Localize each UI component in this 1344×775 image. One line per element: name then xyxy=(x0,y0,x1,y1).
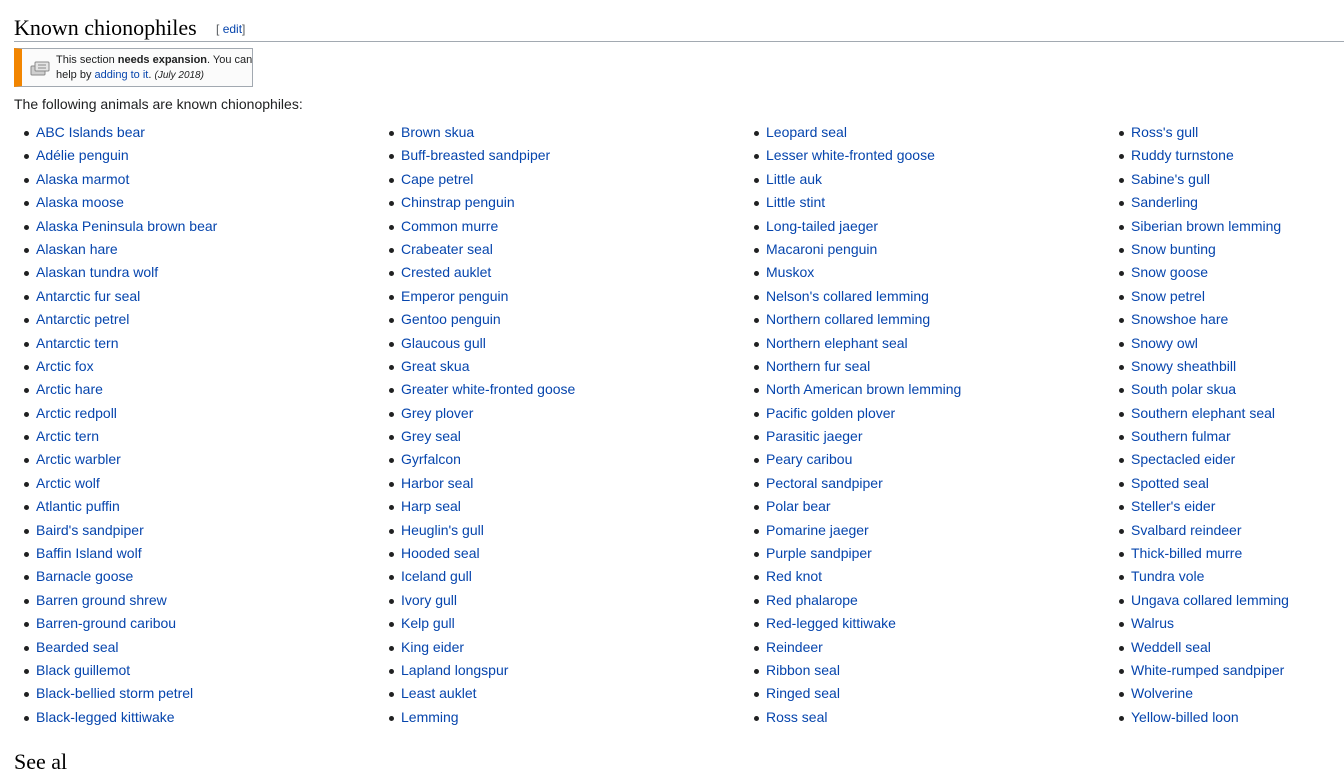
animal-link[interactable]: Emperor penguin xyxy=(401,287,509,304)
animal-list-column-4 xyxy=(1109,121,1289,729)
list-item xyxy=(379,402,575,425)
list-item xyxy=(379,495,575,518)
animal-link[interactable]: Chinstrap penguin xyxy=(401,194,515,211)
edit-section-link[interactable]: [ edit] xyxy=(216,22,246,36)
animal-link[interactable]: Lapland longspur xyxy=(401,661,509,678)
animal-link[interactable]: Adélie penguin xyxy=(36,147,129,164)
list-item xyxy=(14,542,217,565)
animal-link[interactable]: Heuglin's gull xyxy=(401,521,484,538)
list-item xyxy=(379,168,575,191)
list-item xyxy=(744,682,961,705)
list-item xyxy=(379,215,575,238)
animal-link[interactable]: Steller's eider xyxy=(1131,498,1216,515)
list-item xyxy=(1109,332,1289,355)
list-item xyxy=(1109,308,1289,331)
list-item xyxy=(744,565,961,588)
list-item xyxy=(1109,448,1289,471)
list-item xyxy=(744,495,961,518)
animal-link[interactable]: Arctic fox xyxy=(36,357,94,374)
list-item xyxy=(744,121,961,144)
list-item xyxy=(1109,565,1289,588)
list-item xyxy=(744,261,961,284)
animal-link[interactable]: Arctic tern xyxy=(36,428,100,445)
animal-link[interactable]: Northern collared lemming xyxy=(766,311,931,328)
animal-link[interactable]: Brown skua xyxy=(401,124,475,140)
animal-list-column-3 xyxy=(744,121,961,729)
animal-link[interactable]: Alaskan hare xyxy=(36,240,118,257)
animal-link[interactable]: Common murre xyxy=(401,217,499,234)
animal-link[interactable]: Spectacled eider xyxy=(1131,451,1236,468)
animal-link[interactable]: Snow bunting xyxy=(1131,240,1216,257)
animal-link[interactable]: Grey plover xyxy=(401,404,474,421)
list-item xyxy=(1109,519,1289,542)
animal-link[interactable]: Harbor seal xyxy=(401,474,474,491)
animal-link[interactable]: Baird's sandpiper xyxy=(36,521,144,538)
animal-link[interactable]: Black-legged kittiwake xyxy=(36,708,175,725)
animal-link[interactable]: Spotted seal xyxy=(1131,474,1209,491)
list-item xyxy=(379,659,575,682)
list-item xyxy=(14,285,217,308)
animal-link[interactable]: Northern elephant seal xyxy=(766,334,908,351)
list-item xyxy=(14,378,217,401)
animal-link[interactable]: South polar skua xyxy=(1131,381,1237,398)
animal-link[interactable]: Harp seal xyxy=(401,498,461,515)
list-item xyxy=(379,589,575,612)
list-item xyxy=(379,121,575,144)
animal-link[interactable]: Antarctic fur seal xyxy=(36,287,141,304)
next-section-heading: See al xyxy=(14,749,68,774)
list-item xyxy=(14,659,217,682)
list-item xyxy=(744,285,961,308)
list-item xyxy=(744,448,961,471)
animal-link[interactable]: Snow petrel xyxy=(1131,287,1205,304)
list-item xyxy=(1109,402,1289,425)
animal-link[interactable]: Hooded seal xyxy=(401,545,480,562)
list-item xyxy=(14,495,217,518)
animal-link[interactable]: North American brown lemming xyxy=(766,381,962,398)
list-item xyxy=(744,425,961,448)
animal-link[interactable]: Weddell seal xyxy=(1131,638,1211,655)
list-item xyxy=(14,238,217,261)
list-item xyxy=(379,308,575,331)
animal-link[interactable]: Arctic hare xyxy=(36,381,103,398)
animal-link[interactable]: Snowy owl xyxy=(1131,334,1198,351)
list-item xyxy=(1109,238,1289,261)
list-item xyxy=(744,191,961,214)
list-item xyxy=(14,612,217,635)
list-item xyxy=(14,261,217,284)
animal-link[interactable]: Kelp gull xyxy=(401,615,455,632)
animal-link[interactable]: Yellow-billed loon xyxy=(1131,708,1239,725)
list-item xyxy=(1109,355,1289,378)
animal-link[interactable]: Polar bear xyxy=(766,498,831,515)
list-item xyxy=(14,472,217,495)
animal-list-column-1 xyxy=(14,121,217,729)
animal-link[interactable]: Ungava collared lemming xyxy=(1131,591,1289,608)
animal-link[interactable]: Walrus xyxy=(1131,615,1175,632)
list-item xyxy=(379,378,575,401)
animal-link[interactable]: Lesser white-fronted goose xyxy=(766,147,935,164)
animal-link[interactable]: Least auklet xyxy=(401,685,477,702)
list-item xyxy=(1109,706,1289,729)
list-item xyxy=(1109,472,1289,495)
list-item xyxy=(1109,589,1289,612)
animal-link[interactable]: Snowy sheathbill xyxy=(1131,357,1237,374)
animal-link[interactable]: Pectoral sandpiper xyxy=(766,474,883,491)
animal-link[interactable]: Ringed seal xyxy=(766,685,840,702)
list-item xyxy=(744,589,961,612)
animal-link[interactable]: Alaska moose xyxy=(36,194,124,211)
list-item xyxy=(379,425,575,448)
animal-link[interactable]: Barren-ground caribou xyxy=(36,615,177,632)
animal-link[interactable]: Bearded seal xyxy=(36,638,119,655)
list-item xyxy=(1109,144,1289,167)
animal-link[interactable]: Atlantic puffin xyxy=(36,498,120,515)
animal-link[interactable]: Ivory gull xyxy=(401,591,458,608)
list-item xyxy=(379,542,575,565)
list-item xyxy=(379,682,575,705)
list-item xyxy=(379,285,575,308)
section-title: Known chionophiles xyxy=(14,15,197,40)
animal-list-column-2 xyxy=(379,121,575,729)
list-item xyxy=(744,519,961,542)
list-item xyxy=(744,636,961,659)
list-item xyxy=(379,519,575,542)
animal-link[interactable]: Wolverine xyxy=(1131,685,1193,702)
animal-link[interactable]: Black guillemot xyxy=(36,661,131,678)
animal-link[interactable]: Peary caribou xyxy=(766,451,853,468)
animal-link[interactable]: Lemming xyxy=(401,708,459,725)
list-item xyxy=(1109,285,1289,308)
notice-date: (July 2018) xyxy=(154,70,204,81)
list-item xyxy=(744,542,961,565)
expansion-notice xyxy=(14,48,253,87)
animal-link[interactable]: Glaucous gull xyxy=(401,334,486,351)
animal-link[interactable]: Purple sandpiper xyxy=(766,545,872,562)
list-item xyxy=(14,706,217,729)
list-item xyxy=(1109,495,1289,518)
list-item xyxy=(14,332,217,355)
animal-link[interactable]: Buff-breasted sandpiper xyxy=(401,147,551,164)
notice-text: This section needs expansion. You can help by adding to it. (July 2018) xyxy=(56,54,253,81)
list-item xyxy=(1109,425,1289,448)
list-item xyxy=(379,332,575,355)
animal-link[interactable]: Iceland gull xyxy=(401,568,472,585)
animal-link[interactable]: Barnacle goose xyxy=(36,568,134,585)
animal-link[interactable]: ABC Islands bear xyxy=(36,124,145,140)
animal-link[interactable]: Ross's gull xyxy=(1131,124,1199,140)
intro-text: The following animals are known chionophiles: xyxy=(14,96,303,112)
list-item xyxy=(379,472,575,495)
animal-link[interactable]: Pacific golden plover xyxy=(766,404,896,421)
animal-link[interactable]: Antarctic petrel xyxy=(36,311,130,328)
animal-link[interactable]: Pomarine jaeger xyxy=(766,521,869,538)
list-item xyxy=(14,565,217,588)
animal-link[interactable]: Nelson's collared lemming xyxy=(766,287,929,304)
animal-link[interactable]: Little stint xyxy=(766,194,826,211)
animal-link[interactable]: Sabine's gull xyxy=(1131,170,1210,187)
list-item xyxy=(379,612,575,635)
animal-link[interactable]: Red-legged kittiwake xyxy=(766,615,896,632)
list-item xyxy=(1109,215,1289,238)
list-item xyxy=(379,261,575,284)
list-item xyxy=(744,402,961,425)
animal-link[interactable]: Great skua xyxy=(401,357,470,374)
list-item xyxy=(379,636,575,659)
animal-link[interactable]: Snowshoe hare xyxy=(1131,311,1229,328)
animal-link[interactable]: Svalbard reindeer xyxy=(1131,521,1242,538)
animal-link[interactable]: Leopard seal xyxy=(766,124,847,140)
list-item xyxy=(744,612,961,635)
list-item xyxy=(379,448,575,471)
list-item xyxy=(14,308,217,331)
list-item xyxy=(379,706,575,729)
animal-link[interactable]: Southern fulmar xyxy=(1131,428,1231,445)
list-item xyxy=(1109,168,1289,191)
list-item xyxy=(744,215,961,238)
animal-link[interactable]: Crested auklet xyxy=(401,264,492,281)
animal-link[interactable]: Little auk xyxy=(766,170,823,187)
animal-link[interactable]: Ribbon seal xyxy=(766,661,840,678)
animal-link[interactable]: Alaskan tundra wolf xyxy=(36,264,159,281)
list-item xyxy=(14,589,217,612)
animal-link[interactable]: Crabeater seal xyxy=(401,240,493,257)
animal-link[interactable]: Ross seal xyxy=(766,708,828,725)
animal-link[interactable]: King eider xyxy=(401,638,465,655)
section-heading xyxy=(14,14,1344,42)
list-item xyxy=(1109,636,1289,659)
list-item xyxy=(379,191,575,214)
list-item xyxy=(1109,191,1289,214)
animal-link[interactable]: Northern fur seal xyxy=(766,357,871,374)
animal-link[interactable]: Baffin Island wolf xyxy=(36,545,142,562)
adding-to-it-link[interactable]: adding to it xyxy=(94,69,149,81)
animal-link[interactable]: Black-bellied storm petrel xyxy=(36,685,194,702)
list-item xyxy=(379,238,575,261)
list-item xyxy=(744,308,961,331)
list-item xyxy=(379,355,575,378)
list-item xyxy=(744,332,961,355)
list-item xyxy=(744,355,961,378)
list-item xyxy=(14,168,217,191)
animal-link[interactable]: Sanderling xyxy=(1131,194,1198,211)
animal-link[interactable]: Greater white-fronted goose xyxy=(401,381,576,398)
animal-link[interactable]: Alaska Peninsula brown bear xyxy=(36,217,218,234)
list-item xyxy=(14,215,217,238)
animal-link[interactable]: Alaska marmot xyxy=(36,170,130,187)
expand-icon xyxy=(30,59,52,82)
list-item xyxy=(1109,682,1289,705)
animal-link[interactable]: Thick-billed murre xyxy=(1131,545,1243,562)
list-item xyxy=(14,402,217,425)
animal-link[interactable]: Antarctic tern xyxy=(36,334,119,351)
animal-link[interactable]: Macaroni penguin xyxy=(766,240,878,257)
animal-link[interactable]: Parasitic jaeger xyxy=(766,428,863,445)
list-item xyxy=(1109,378,1289,401)
animal-link[interactable]: Cape petrel xyxy=(401,170,474,187)
list-item xyxy=(744,706,961,729)
list-item xyxy=(14,121,217,144)
list-item xyxy=(744,168,961,191)
animal-link[interactable]: Gentoo penguin xyxy=(401,311,501,328)
animal-link[interactable]: Ruddy turnstone xyxy=(1131,147,1234,164)
animal-link[interactable]: Arctic redpoll xyxy=(36,404,117,421)
list-item xyxy=(1109,659,1289,682)
list-item xyxy=(14,144,217,167)
list-item xyxy=(1109,261,1289,284)
animal-link[interactable]: Red knot xyxy=(766,568,823,585)
list-item xyxy=(379,565,575,588)
animal-link[interactable]: Arctic warbler xyxy=(36,451,121,468)
list-item xyxy=(14,519,217,542)
animal-link[interactable]: Gyrfalcon xyxy=(401,451,461,468)
animal-link[interactable]: Snow goose xyxy=(1131,264,1209,281)
list-item xyxy=(14,682,217,705)
animal-link[interactable]: Reindeer xyxy=(766,638,823,655)
list-item xyxy=(744,659,961,682)
animal-link[interactable]: Muskox xyxy=(766,264,815,281)
list-item xyxy=(14,355,217,378)
animal-link[interactable]: White-rumped sandpiper xyxy=(1131,661,1285,678)
list-item xyxy=(14,425,217,448)
list-item xyxy=(744,144,961,167)
animal-link[interactable]: Barren ground shrew xyxy=(36,591,167,608)
list-item xyxy=(14,191,217,214)
animal-link[interactable]: Grey seal xyxy=(401,428,461,445)
list-item xyxy=(744,238,961,261)
animal-link[interactable]: Long-tailed jaeger xyxy=(766,217,879,234)
animal-link[interactable]: Siberian brown lemming xyxy=(1131,217,1282,234)
edit-link[interactable]: edit xyxy=(222,22,243,36)
list-item xyxy=(744,378,961,401)
list-item xyxy=(744,472,961,495)
list-item xyxy=(379,144,575,167)
animal-link[interactable]: Arctic wolf xyxy=(36,474,100,491)
list-item xyxy=(1109,542,1289,565)
animal-link[interactable]: Southern elephant seal xyxy=(1131,404,1275,421)
list-item xyxy=(1109,121,1289,144)
list-item xyxy=(1109,612,1289,635)
list-item xyxy=(14,636,217,659)
animal-link[interactable]: Tundra vole xyxy=(1131,568,1205,585)
animal-link[interactable]: Red phalarope xyxy=(766,591,858,608)
list-item xyxy=(14,448,217,471)
